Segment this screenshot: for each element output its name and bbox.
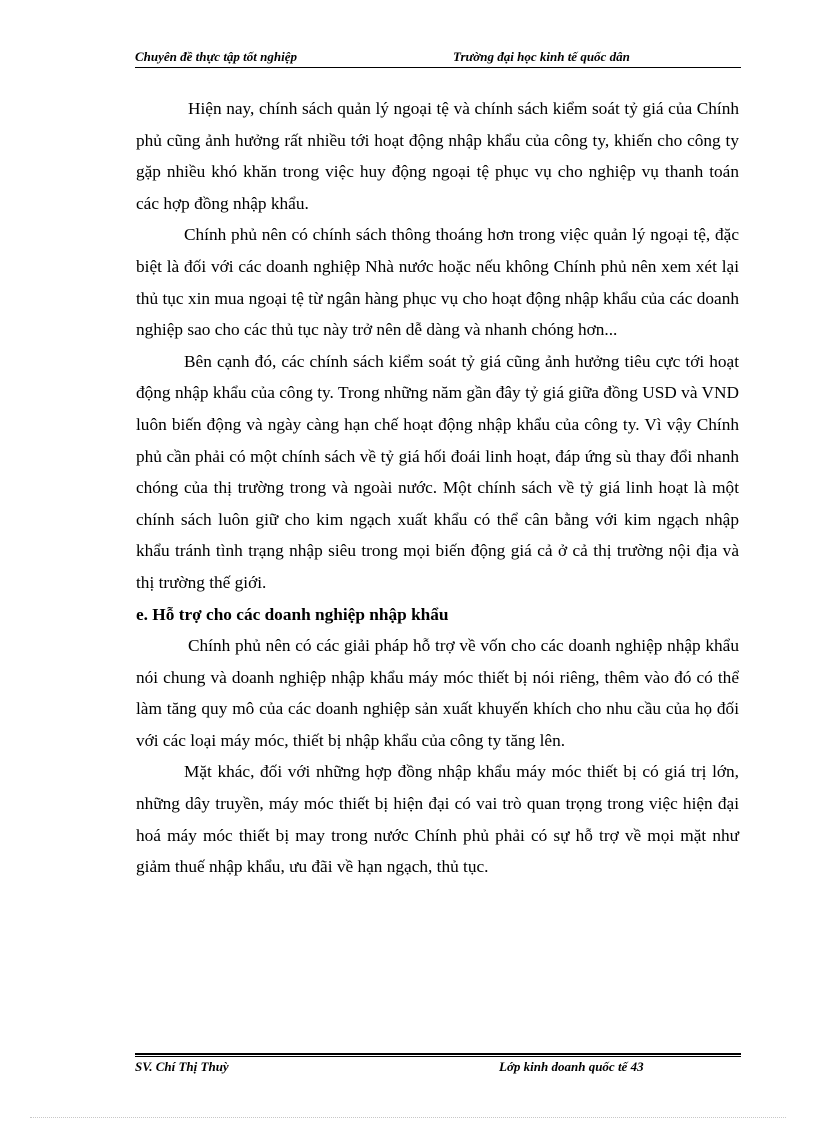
- footer-class-name: Lớp kinh doanh quốc tế 43: [499, 1059, 644, 1074]
- page-bottom-border: [30, 1117, 786, 1118]
- header-university-name: Trường đại học kinh tế quốc dân: [453, 49, 630, 64]
- section-heading: e. Hỗ trợ cho các doanh nghiệp nhập khẩu: [136, 604, 449, 624]
- page-header: [135, 49, 741, 67]
- body-paragraph: Bên cạnh đó, các chính sách kiểm soát tỷ giá cũng ảnh hưởng tiêu cực tới hoạt động nhập khẩu của công ty. Trong những năm gần đây tỷ giá giữa đồng USD và VND luôn biến động và ngày càng hạn chế hoạt động nhập khẩu của công ty. Vì vậy Chính phủ cần phải có một chính sách về tỷ giá hối đoái linh hoạt, đáp ứng sù thay đổi nhanh chóng của thị trường trong và ngoài nước. Một chính sách về tỷ giá linh hoạt là một chính sách luôn giữ cho kim ngạch xuất khẩu có thể cân bằng với kim ngạch nhập khẩu tránh tình trạng nhập siêu trong mọi biến động giá cả ở cả thị trường nội địa và thị trường thế giới.: [136, 351, 739, 592]
- document-body: [136, 93, 739, 883]
- body-paragraph: Chính phủ nên có các giải pháp hỗ trợ về vốn cho các doanh nghiệp nhập khẩu nói chung và doanh nghiệp nhập khẩu máy móc thiết bị nói riêng, thêm vào đó có thể làm tăng quy mô của các doanh nghiệp sản xuất khuyến khích cho nhu cầu của họ đối với các loại máy móc, thiết bị nhập khẩu của công ty tăng lên.: [136, 636, 739, 750]
- header-thesis-title: Chuyên đề thực tập tốt nghiệp: [135, 49, 297, 64]
- body-paragraph: Chính phủ nên có chính sách thông thoáng hơn trong việc quản lý ngoại tệ, đặc biệt là đối với các doanh nghiệp Nhà nước hoặc nếu không Chính phủ nên xem xét lại thủ tục xin mua ngoại tệ từ ngân hàng phục vụ cho hoạt động nhập khẩu của các doanh nghiệp sao cho các thủ tục này trở nên dễ dàng và nhanh chóng hơn...: [136, 225, 739, 340]
- footer-student-name: SV. Chí Thị Thuỳ: [135, 1059, 229, 1074]
- page-footer: [135, 1059, 741, 1077]
- header-divider: [135, 67, 741, 68]
- body-paragraph: Hiện nay, chính sách quản lý ngoại tệ và chính sách kiểm soát tỷ giá của Chính phủ cũng ảnh hưởng rất nhiều tới hoạt động nhập khẩu của công ty, khiến cho công ty gặp nhiều khó khăn trong việc huy động ngoại tệ phục vụ cho nghiệp vụ thanh toán các hợp đồng nhập khẩu.: [136, 99, 739, 213]
- footer-divider-thick: [135, 1053, 741, 1055]
- body-paragraph: Mặt khác, đối với những hợp đồng nhập khẩu máy móc thiết bị có giá trị lớn, những dây truyền, máy móc thiết bị hiện đại có vai trò quan trọng trong việc hiện đại hoá máy móc thiết bị may trong nước Chính phủ phải có sự hỗ trợ về mọi mặt như giảm thuế nhập khẩu, ưu đãi về hạn ngạch, thủ tục.: [136, 762, 739, 877]
- footer-divider-thin: [135, 1056, 741, 1057]
